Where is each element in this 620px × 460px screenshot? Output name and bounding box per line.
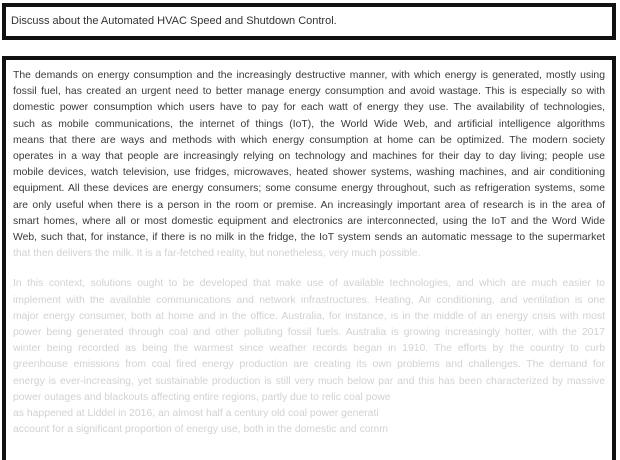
- answer-line-faded: that then delivers the milk. It is a far-fetched reality, but nonetheless, very much possible.: [13, 248, 421, 260]
- answer-line-faded: winter being recorded as being the warmest since weather records began in 1910. The efforts by the country to curb: [13, 343, 605, 355]
- answer-line-faded: account for a significant proportion of energy use, both in the domestic and comm: [13, 424, 388, 436]
- answer-line-faded: greenhouse emissions from coal fired energy production are creating its own problems and challenges. The demand for: [13, 359, 605, 371]
- answer-line: The demands on energy consumption and the increasingly destructive manner, with which energy is generated, mostly using: [13, 70, 605, 81]
- answer-line-faded: power outages and blackouts affecting entire regions, partly due to relic coal powe: [13, 391, 391, 403]
- answer-paragraph-1: [13, 68, 605, 262]
- answer-line: domestic power consumption which users have to pay for each watt of energy they use. The availability of technologies,: [13, 102, 605, 114]
- answer-line-faded: as happened at Liddel in 2016, an almost half a century old coal power generati: [13, 408, 379, 420]
- answer-line: equipment. All these devices are energy consumers; some consume energy throughout, such as refrigeration systems, some: [13, 183, 605, 195]
- answer-line: means that there are ways and methods with which energy consumption at home can be optimized. The modern society: [13, 134, 605, 146]
- answer-line: are only useful when there is a person in the room or premise. An increasingly important area of research is in the area of: [13, 199, 605, 211]
- answer-content: [13, 68, 605, 438]
- answer-line-faded: power being generated through coal and other polluting fossil fuels. Australia is growing increasingly hotter, with the 2017: [13, 327, 605, 339]
- answer-line: such as mobile communications, the internet of things (IoT), the World Wide Web, and artificial intelligence algorithms: [13, 118, 605, 130]
- answer-line: mobile devices, watch television, use fridges, microwaves, heated shower systems, washing machines, and air conditioning: [13, 167, 605, 179]
- answer-line-faded: In this context, solutions ought to be developed that make use of available technologies, and which are much easier to: [13, 278, 605, 290]
- answer-line: operates in a way that people are increasingly relying on technology and machines for their day to day living; people use: [13, 151, 605, 163]
- paragraph-gap: [13, 262, 605, 276]
- answer-line-faded: implement with the available communications and network infrastructures. Heating, Air conditioning, and ventilation is one: [13, 294, 605, 306]
- answer-line: smart homes, where all or most domestic equipment and electronics are interconnected, using the IoT and the Word Wide: [13, 215, 605, 227]
- answer-paragraph-2: [13, 276, 605, 438]
- answer-line-faded: energy is ever-increasing, yet sustainable production is still very much below par and this has been characterized by massive: [13, 375, 605, 387]
- answer-box: [2, 56, 616, 460]
- question-box: [2, 3, 616, 40]
- answer-line: Web, such that, for instance, if there is no milk in the fridge, the IoT system sends an automatic message to the supermarket: [13, 232, 605, 244]
- answer-line: fossil fuel, has created an urgent need to better manage energy consumption and avoid wastage. This is especially so with: [13, 86, 605, 98]
- question-text: Discuss about the Automated HVAC Speed and Shutdown Control.: [11, 15, 337, 27]
- answer-line-faded: major energy consumer, both at home and in the office. Australia, for instance, is in the middle of an energy crisis with most: [13, 310, 605, 322]
